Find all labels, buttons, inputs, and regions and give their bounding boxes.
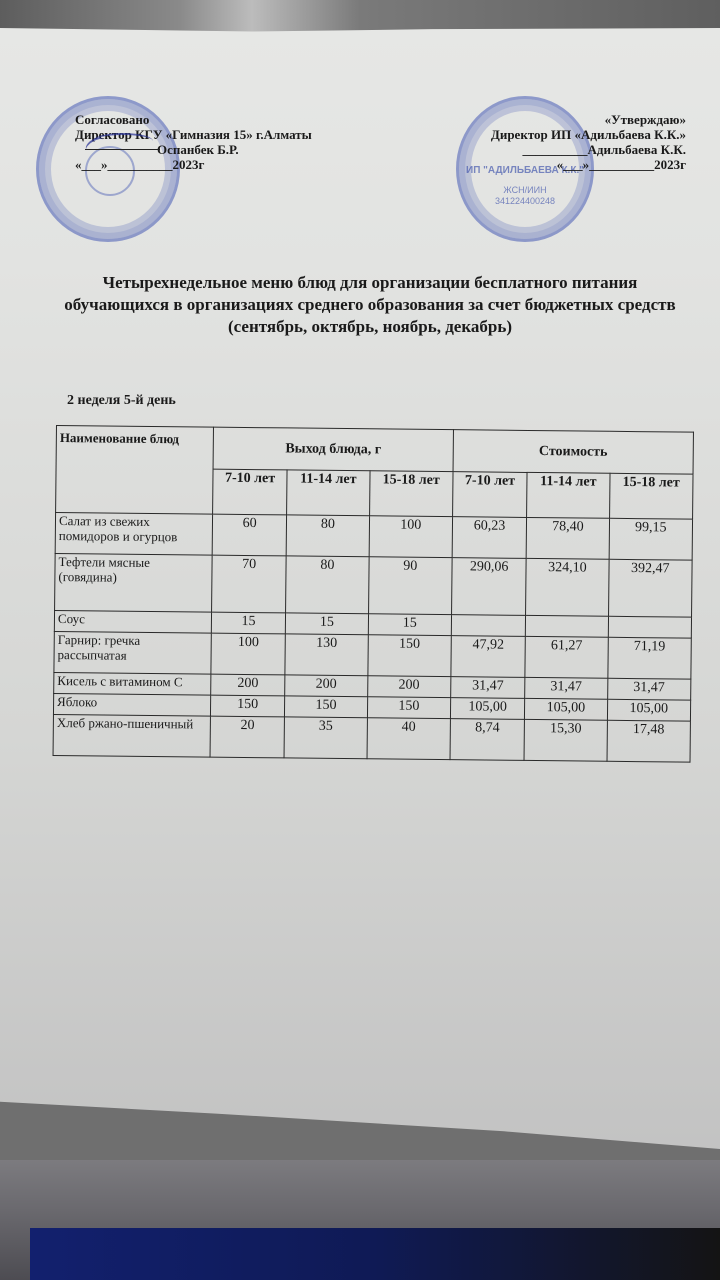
dish-name: Кисель с витамином С bbox=[54, 672, 211, 695]
approval-left-label: Согласовано bbox=[75, 112, 150, 127]
cost-value: 290,06 bbox=[452, 558, 527, 616]
yield-value: 15 bbox=[211, 612, 285, 634]
approval-block-right bbox=[478, 112, 686, 172]
dish-name: Тефтели мясные (говядина) bbox=[55, 553, 213, 612]
document-title: Четырехнедельное меню блюд для организации бесплатного питания обучающихся в организациях среднего образования за счет бюджетных средств (сентябрь, октябрь, ноябрь, декабрь) bbox=[64, 273, 676, 336]
yield-value: 15 bbox=[368, 614, 452, 636]
cost-value: 61,27 bbox=[525, 636, 608, 678]
cost-value bbox=[608, 616, 692, 638]
approval-right-date: «___»__________2023г bbox=[556, 157, 686, 172]
yield-value: 200 bbox=[367, 676, 451, 698]
cost-value bbox=[451, 615, 525, 637]
table-row bbox=[55, 513, 692, 561]
seal-text-mid: ЖСН/ИИН bbox=[503, 185, 547, 195]
cost-value: 60,23 bbox=[452, 517, 527, 559]
header-yield: Выход блюда, г bbox=[213, 427, 453, 472]
cost-value: 71,19 bbox=[607, 637, 691, 679]
yield-value: 130 bbox=[285, 634, 368, 676]
seal-text-top: ИП "АДИЛЬБАЕВА К.К." bbox=[466, 165, 584, 176]
header-yield-age-3: 15-18 лет bbox=[369, 471, 453, 517]
approval-right-position: Директор ИП «Адильбаева К.К.» bbox=[490, 127, 686, 142]
cost-value: 105,00 bbox=[525, 698, 608, 720]
header-yield-age-2: 11-14 лет bbox=[287, 470, 370, 516]
cost-value: 47,92 bbox=[451, 636, 526, 678]
yield-value: 20 bbox=[210, 716, 285, 758]
cost-value: 8,74 bbox=[450, 719, 525, 761]
dish-name: Гарнир: гречка рассыпчатая bbox=[54, 631, 211, 674]
yield-value: 90 bbox=[368, 557, 452, 615]
yield-value: 100 bbox=[211, 633, 286, 675]
yield-value: 80 bbox=[286, 556, 369, 614]
cost-value: 31,47 bbox=[607, 678, 691, 700]
cost-value: 324,10 bbox=[526, 558, 609, 616]
header-cost-age-1: 7-10 лет bbox=[453, 472, 528, 517]
yield-value: 150 bbox=[367, 697, 451, 719]
yield-value: 200 bbox=[285, 675, 368, 697]
table-header-row bbox=[56, 426, 693, 475]
dish-name: Хлеб ржано-пшеничный bbox=[53, 714, 210, 757]
dish-name: Салат из свежих помидоров и огурцов bbox=[55, 513, 212, 556]
cost-value: 105,00 bbox=[607, 699, 691, 721]
approval-right-signer: __________Адильбаева К.К. bbox=[522, 142, 686, 157]
cost-value: 15,30 bbox=[524, 719, 607, 761]
cost-value: 17,48 bbox=[607, 720, 691, 762]
yield-value: 15 bbox=[286, 613, 369, 635]
header-yield-age-1: 7-10 лет bbox=[213, 469, 288, 514]
header-cost: Стоимость bbox=[453, 430, 693, 475]
yield-value: 200 bbox=[211, 674, 285, 696]
approval-left-position: Директор КГУ «Гимназия 15» г.Алматы bbox=[75, 127, 312, 142]
signature-left bbox=[85, 127, 160, 150]
approval-right-label: «Утверждаю» bbox=[604, 112, 686, 127]
week-day-label: 2 неделя 5-й день bbox=[67, 393, 176, 408]
cost-value: 105,00 bbox=[450, 698, 524, 720]
yield-value: 100 bbox=[369, 516, 453, 558]
yield-value: 150 bbox=[285, 696, 368, 718]
seal-text-id: 341224400248 bbox=[494, 196, 556, 206]
approval-left-signer: Оспанбек Б.Р. bbox=[157, 142, 239, 157]
menu-table bbox=[53, 425, 694, 763]
table-row bbox=[54, 631, 691, 679]
table-row bbox=[55, 553, 693, 617]
cost-value: 31,47 bbox=[525, 677, 608, 699]
approval-left-date: «___»__________2023г bbox=[75, 157, 205, 172]
yield-value: 40 bbox=[367, 718, 451, 760]
dish-name: Яблоко bbox=[53, 693, 210, 716]
cost-value: 78,40 bbox=[526, 517, 609, 559]
yield-value: 70 bbox=[212, 555, 287, 613]
header-cost-age-3: 15-18 лет bbox=[609, 474, 693, 520]
cost-value bbox=[526, 615, 609, 637]
yield-value: 35 bbox=[284, 717, 367, 759]
cost-value: 99,15 bbox=[609, 518, 693, 560]
header-dish-name: Наименование блюд bbox=[56, 426, 214, 515]
header-cost-age-2: 11-14 лет bbox=[527, 473, 610, 519]
yield-value: 80 bbox=[286, 515, 369, 557]
table-row bbox=[53, 714, 690, 762]
yield-value: 150 bbox=[210, 695, 284, 717]
cost-value: 392,47 bbox=[608, 559, 692, 617]
cost-value: 31,47 bbox=[451, 677, 525, 699]
dish-name: Соус bbox=[54, 610, 211, 633]
yield-value: 150 bbox=[368, 635, 452, 677]
yield-value: 60 bbox=[212, 514, 287, 556]
